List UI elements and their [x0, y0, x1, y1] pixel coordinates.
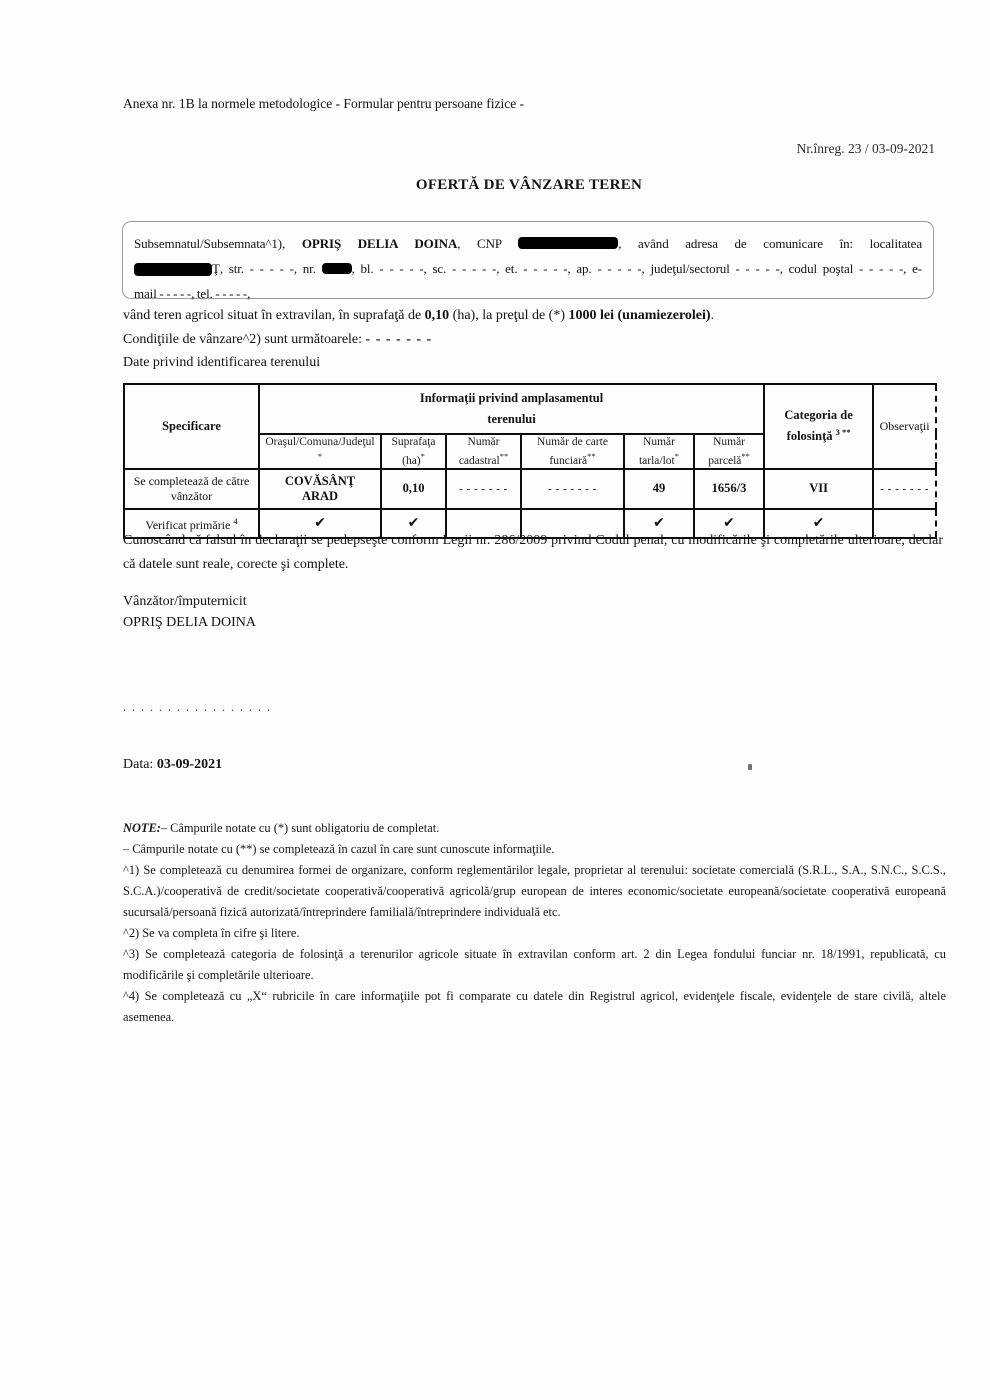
col-header-carte-funciara	[521, 434, 624, 469]
note-intro-text: – Câmpurile notate cu (*) sunt obligatoriu de completat.	[160, 821, 440, 835]
scan-speck	[748, 764, 752, 770]
price-in-words: (unamiezerolei)	[617, 308, 711, 323]
check-icon: ✔	[812, 515, 825, 532]
col-header-parcela	[694, 434, 764, 469]
seller-locality-cell	[259, 469, 381, 509]
conditions-value: - - - - - - -	[365, 331, 433, 347]
annex-note: Anexa nr. 1B la normele metodologice - Formular pentru persoane fizice -	[123, 96, 525, 111]
group-header-line1: Informaţii privind amplasamentul	[419, 391, 604, 405]
signature-role: Vânzător/împuternicit	[123, 594, 247, 609]
declaration-line-3	[134, 281, 922, 306]
col-header-tarla	[624, 434, 694, 469]
col-suprafata-line2-text: (ha)	[402, 454, 421, 467]
col-oras-line1: Oraşul/Comuna/Judeţul	[265, 436, 375, 448]
seller-carte-funciara-cell: - - - - - - -	[521, 469, 624, 509]
note-obligatory	[123, 818, 946, 839]
categoria-line2	[767, 424, 870, 445]
col-carte-line2	[524, 449, 621, 468]
table-intro-line: Date privind identificarea terenului	[123, 355, 321, 370]
email-tel-segment: mail - - - - -, tel. - - - - -,	[134, 286, 251, 301]
amplasament-group-header	[259, 384, 764, 434]
col-carte-line2-text: funciară	[549, 454, 588, 467]
notes-section	[123, 818, 946, 1028]
note-2: ^2) Se va completa în cifre şi litere.	[123, 926, 300, 940]
check-icon: ✔	[314, 515, 326, 532]
cnp-redaction-bar	[518, 237, 618, 249]
address-rest-segment: , bl. - - - - -, sc. - - - - -, et. - - - - -, ap. - - - - -, judeţul/sectorul - - - - -, codul poştal - - - - -, e-	[351, 261, 922, 276]
sale-seg1: vând teren agricol situat în extravilan, în suprafaţă de	[123, 308, 425, 323]
check-icon: ✔	[723, 515, 735, 532]
seller-categoria-cell: VII	[764, 469, 873, 509]
sale-seg2: (ha), la preţul de (*)	[449, 308, 569, 323]
col-header-suprafata	[381, 434, 446, 469]
document-title: OFERTĂ DE VÂNZARE TEREN	[415, 177, 643, 193]
locality-suffix: Ţ	[212, 261, 220, 276]
note-label: NOTE:	[123, 821, 161, 835]
seller-observatii-cell: - - - - - - -	[873, 469, 936, 509]
seller-data-row	[124, 469, 936, 509]
col-oras-sup: *	[317, 451, 323, 461]
note-1: ^1) Se completează cu denumirea formei de organizare, conform reglementărilor legale, proprietar al terenului: societate comercială (S.R.L., S.A., S.N.C., S.C.S., S.C.A.)/cooperativă de credit/societate cooperativă/cooperativă agricolă/grup european de interes economic/societate europeană/societate cooperativă europeană sucursală/persoană fizică autorizată/întreprindere familială/întreprindere individuală etc.	[123, 863, 946, 919]
seller-parcela-cell: 1656/3	[694, 469, 764, 509]
date-label: Data:	[123, 757, 157, 772]
note-3: ^3) Se completează categoria de folosinţă a terenurilor agricole situate în extravilan conform art. 2 din Legea fondului funciar nr. 18/1991, republicată, cu modificările şi completările ulterioare.	[123, 947, 946, 982]
col-suprafata-sup: *	[420, 451, 425, 461]
declaration-prefix: Subsemnatul/Subsemnata^1),	[134, 236, 302, 251]
col-parcela-line2-text: parcelă	[708, 454, 742, 467]
categoria-line1: Categoria de	[784, 408, 853, 423]
cnp-label: , CNP	[457, 236, 519, 251]
date-line	[123, 757, 222, 773]
categoria-superscript: 3 **	[835, 427, 851, 438]
col-suprafata-line2	[384, 449, 443, 468]
date-value: 03-09-2021	[156, 757, 223, 772]
house-number-redaction-bar	[322, 263, 352, 274]
seller-row-label: Se completează de către vânzător	[124, 469, 259, 509]
declaration-line-2	[134, 256, 922, 281]
seller-city: COVĂSÂNŢ	[284, 473, 356, 488]
registration-number: Nr.înreg. 23 / 03-09-2021	[796, 141, 935, 156]
signature-dotted-line: . . . . . . . . . . . . . . . . .	[123, 700, 272, 714]
col-suprafata-line1: Suprafaţa	[391, 436, 436, 448]
col-header-oras	[259, 434, 381, 469]
col-cadastral-line2-text: cadastral	[458, 454, 500, 467]
categoria-folosinta-header	[764, 384, 873, 469]
col-cadastral-line1: Număr	[467, 436, 500, 448]
col-parcela-line2	[697, 449, 761, 468]
col-parcela-sup: **	[741, 451, 750, 461]
col-carte-sup: **	[587, 451, 596, 461]
price-value: 1000 lei	[568, 308, 615, 323]
col-tarla-line1: Număr	[643, 436, 675, 448]
seller-name: OPRIŞ DELIA DOINA	[301, 236, 458, 251]
seller-county: ARAD	[301, 488, 339, 503]
verified-label-sup: 4	[233, 515, 238, 526]
col-parcela-line1: Număr	[713, 436, 745, 448]
address-intro: , având adresa de comunicare în: localitatea	[618, 236, 922, 251]
col-carte-line1: Număr de carte	[537, 436, 608, 448]
col-cadastral-sup: **	[499, 451, 509, 461]
check-icon: ✔	[653, 515, 665, 532]
col-header-cadastral	[446, 434, 521, 469]
street-segment: , str. - - - - -, nr.	[219, 261, 322, 276]
verified-label-text: Verificat primărie	[145, 517, 231, 532]
locality-redaction-bar	[134, 263, 212, 276]
col-tarla-line2-text: tarla/lot	[638, 454, 675, 467]
seller-tarla-cell: 49	[624, 469, 694, 509]
col-tarla-sup: *	[674, 451, 679, 461]
note-optional-fields: – Câmpurile notate cu (**) se completează în cazul în care sunt cunoscute informaţiile.	[123, 842, 555, 856]
seller-area-cell: 0,10	[381, 469, 446, 509]
legal-warning-paragraph: Cunoscând că falsul în declaraţii se pedepseşte conform Legii nr. 286/2009 privind Codul penal, cu modificările şi completările ulterioare, declar că datele sunt reale, corecte şi complete.	[123, 533, 943, 572]
sale-terms-line	[123, 304, 945, 328]
conditions-label: Condiţiile de vânzare^2) sunt următoarele:	[123, 331, 366, 347]
col-cadastral-line2	[449, 449, 518, 468]
col-tarla-line2	[627, 449, 691, 468]
land-identification-table	[123, 383, 937, 539]
signature-name: OPRIŞ DELIA DOINA	[123, 615, 256, 630]
observatii-header: Observaţii	[873, 384, 936, 469]
categoria-line2-text: folosinţă	[786, 429, 833, 444]
specificare-header: Specificare	[124, 384, 259, 469]
check-icon: ✔	[407, 515, 420, 532]
seller-cadastral-cell: - - - - - - -	[446, 469, 521, 509]
conditions-line	[123, 328, 945, 352]
declaration-box	[122, 221, 934, 299]
note-4: ^4) Se completează cu „X“ rubricile în care informaţiile pot fi comparate cu datele din Registrul agricol, evidenţele fiscale, evidenţele de stare civilă, altele asemenea.	[123, 989, 946, 1024]
land-area-value: 0,10	[424, 308, 450, 323]
col-oras-line2	[262, 449, 378, 468]
sale-seg4: .	[710, 308, 715, 323]
group-header-line2: terenului	[487, 412, 536, 426]
declaration-line-1	[134, 231, 922, 256]
sale-terms-block	[123, 304, 945, 375]
